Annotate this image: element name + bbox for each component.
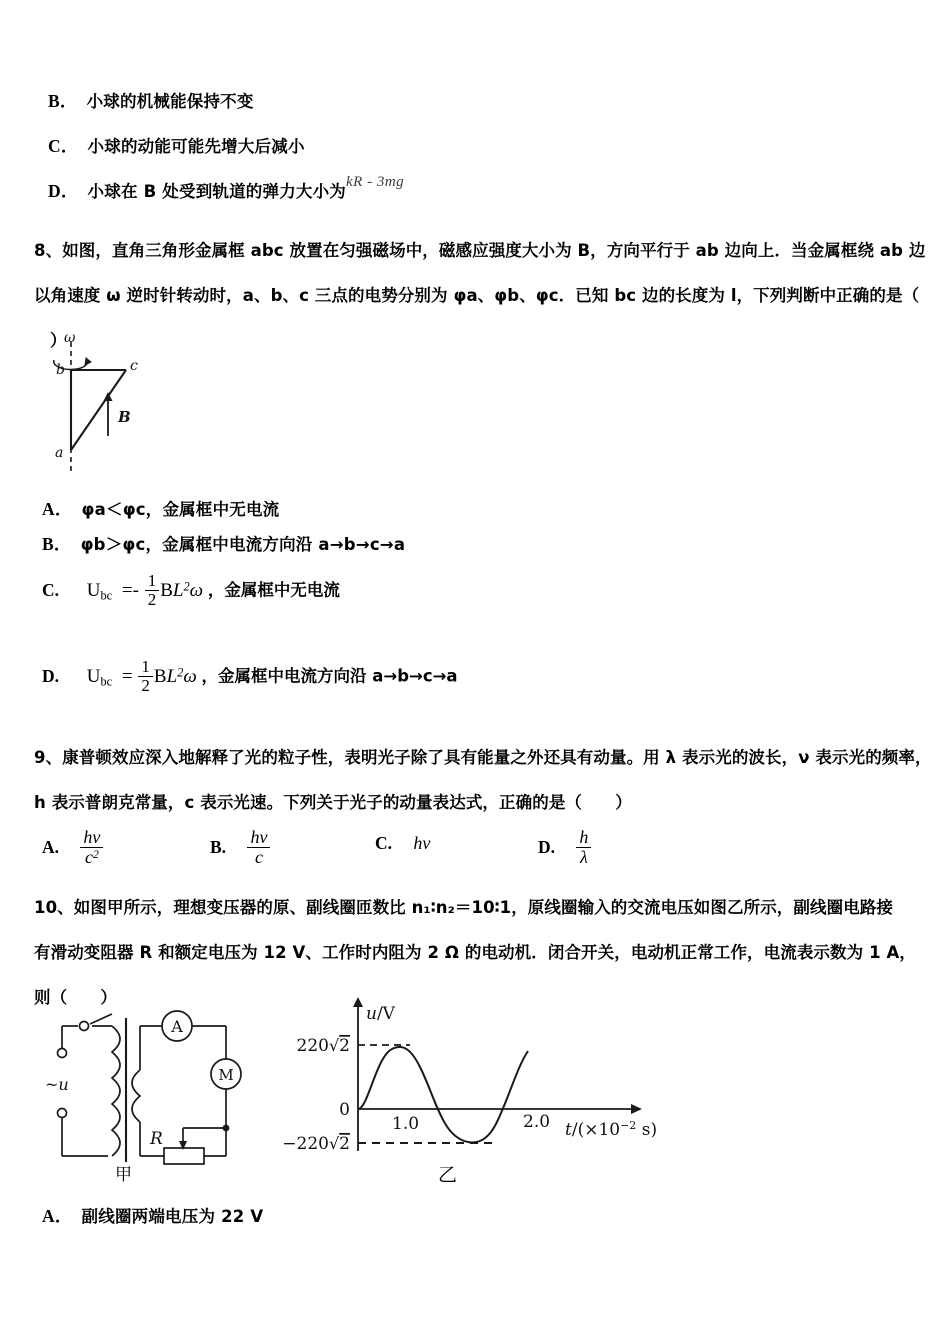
fraction-numerator: 1 bbox=[138, 658, 153, 677]
triangle-loop-svg bbox=[40, 328, 190, 478]
q8-option-c bbox=[42, 572, 340, 609]
question-9-line-2: h 表示普朗克常量，c 表示光速。下列关于光子的动量表达式，正确的是（ ） bbox=[34, 793, 632, 812]
option-label: C. bbox=[375, 833, 393, 853]
rheostat-body bbox=[164, 1148, 204, 1164]
option-d-q7 bbox=[48, 174, 405, 203]
option-label: A． bbox=[42, 499, 73, 519]
ammeter-label: A bbox=[171, 1017, 183, 1036]
vertex-a-label: a bbox=[55, 445, 64, 461]
fraction-denominator: c bbox=[254, 846, 263, 867]
question-9-line-1: 康普顿效应深入地解释了光的粒子性，表明光子除了具有能量之外还具有动量。用 λ 表示光的波长，ν 表示光的频率， bbox=[62, 748, 932, 767]
option-text: ，金属框中电流方向沿 a→b→c→a bbox=[201, 666, 458, 686]
formula-equals: = bbox=[121, 665, 133, 687]
question-10-line-2: 有滑动变阻器 R 和额定电压为 12 V、工作时内阻为 2 Ω 的电动机．闭合开关，电动机正常工作，电流表示数为 1 A， bbox=[34, 943, 916, 962]
ac-source-label: ~u bbox=[45, 1075, 69, 1094]
option-d-superscript-formula: kR - 3mg bbox=[346, 174, 405, 190]
q9-option-a bbox=[42, 828, 104, 867]
formula-lhs: U bbox=[86, 579, 101, 601]
x-axis-arrow bbox=[631, 1104, 642, 1114]
fraction-denominator: 2 bbox=[141, 675, 150, 695]
option-label: D. bbox=[42, 665, 60, 686]
question-8-line-1: 如图，直角三角形金属框 abc 放置在匀强磁场中，磁感应强度大小为 B，方向平行于 ab 边向上．当金属框绕 ab 边 bbox=[62, 241, 926, 260]
q8-option-d bbox=[42, 658, 458, 695]
question-10-line-1: 如图甲所示，理想变压器的原、副线圈匝数比 n₁∶n₂＝10∶1，原线圈输入的交流电压如图乙所示，副线圈电路接 bbox=[73, 898, 893, 917]
x-axis-label: $t/(\times 10^{-2}$ s) bbox=[565, 1119, 658, 1140]
transformer-circuit-svg bbox=[40, 1000, 290, 1200]
switch-pivot-terminal bbox=[80, 1022, 89, 1031]
sine-curve bbox=[358, 1047, 528, 1142]
question-number: 8、 bbox=[34, 241, 63, 260]
formula-equals: =- bbox=[121, 579, 139, 601]
q8-option-b bbox=[42, 531, 405, 556]
option-c-expression: hν bbox=[413, 833, 431, 853]
formula-omega: ω bbox=[189, 579, 204, 601]
q9-option-d bbox=[538, 828, 592, 867]
fraction-numerator: hν bbox=[247, 828, 270, 848]
option-a-fraction bbox=[80, 828, 103, 867]
option-d-formula bbox=[86, 657, 202, 695]
fraction-numerator: h bbox=[576, 828, 591, 848]
fraction-denominator bbox=[80, 848, 103, 867]
option-text: ，金属框中无电流 bbox=[207, 580, 340, 600]
field-label: B bbox=[118, 408, 131, 426]
denominator-base: c bbox=[84, 846, 93, 867]
formula-L-exponent: 2 bbox=[183, 578, 190, 593]
option-label: B. bbox=[210, 837, 227, 857]
option-label: A． bbox=[42, 1206, 73, 1226]
x-tick-1: 1.0 bbox=[392, 1114, 420, 1134]
option-text: φa＜φc，金属框中无电流 bbox=[81, 500, 280, 519]
q9-option-b bbox=[210, 828, 271, 867]
formula-omega: ω bbox=[183, 665, 197, 687]
question-number: 10、 bbox=[34, 898, 74, 917]
y-tick-negative-peak: −220√2 bbox=[282, 1134, 350, 1154]
formula-fraction bbox=[145, 572, 160, 609]
vertex-c-label: c bbox=[130, 358, 138, 374]
source-terminal-top bbox=[58, 1049, 67, 1058]
option-text: φb＞φc，金属框中电流方向沿 a→b→c→a bbox=[80, 535, 406, 554]
option-text: 副线圈两端电压为 22 V bbox=[81, 1207, 264, 1226]
circuit-figure-caption: 甲 bbox=[115, 1165, 132, 1185]
omega-label: ω bbox=[64, 330, 76, 346]
option-text: 小球的动能可能先增大后减小 bbox=[87, 137, 305, 156]
option-label: D． bbox=[48, 181, 79, 201]
q10-figure-circuit bbox=[40, 1000, 290, 1200]
q8-option-a bbox=[42, 496, 279, 521]
formula-lhs: U bbox=[86, 665, 101, 687]
y-axis-arrow bbox=[353, 997, 363, 1007]
motor-label: M bbox=[218, 1066, 234, 1084]
rheostat-label: R bbox=[150, 1129, 163, 1149]
option-label: A. bbox=[42, 837, 60, 857]
question-10-line-3: 则（ ） bbox=[34, 988, 117, 1007]
y-tick-zero: 0 bbox=[339, 1100, 350, 1120]
option-label: B． bbox=[42, 534, 72, 554]
q8-figure-triangle-loop bbox=[40, 328, 190, 478]
y-axis-label: u/V bbox=[366, 1004, 395, 1024]
fraction-denominator: λ bbox=[579, 846, 588, 867]
question-number: 9、 bbox=[34, 748, 63, 767]
q10-option-a bbox=[42, 1203, 263, 1228]
waveform-figure-caption: 乙 bbox=[438, 1164, 458, 1186]
fraction-numerator: 1 bbox=[145, 572, 160, 591]
secondary-coil bbox=[132, 1070, 140, 1122]
option-label: C． bbox=[48, 136, 79, 156]
voltage-waveform-svg bbox=[280, 995, 660, 1165]
option-text: 小球的机械能保持不变 bbox=[86, 92, 254, 111]
primary-coil bbox=[112, 1026, 120, 1156]
x-tick-2: 2.0 bbox=[523, 1112, 551, 1132]
question-8-line-2: 以角速度 ω 逆时针转动时，a、b、c 三点的电势分别为 φa、φb、φc．已知 bc 边的长度为 l，下列判断中正确的是（ bbox=[34, 286, 920, 305]
omega-arrowhead bbox=[85, 358, 91, 365]
formula-subscript: bc bbox=[100, 673, 113, 688]
option-label: B． bbox=[48, 91, 78, 111]
option-text: 小球在 B 处受到轨道的弹力大小为 bbox=[87, 182, 347, 201]
source-terminal-bottom bbox=[58, 1109, 67, 1118]
fraction-denominator: 2 bbox=[147, 589, 157, 609]
question-9-stem bbox=[34, 735, 932, 825]
formula-L: L bbox=[166, 665, 178, 687]
q9-option-c bbox=[375, 833, 430, 854]
junction-dot bbox=[223, 1125, 230, 1132]
formula-B: B bbox=[160, 579, 173, 601]
formula-L: L bbox=[172, 579, 184, 601]
option-b-q7 bbox=[48, 88, 254, 113]
option-b-fraction bbox=[247, 828, 270, 867]
formula-subscript: bc bbox=[100, 587, 113, 602]
formula-fraction bbox=[138, 658, 153, 695]
switch-lever bbox=[90, 1014, 112, 1024]
question-8-line-3: ） bbox=[50, 331, 67, 350]
formula-B: B bbox=[153, 665, 167, 687]
option-c-q7 bbox=[48, 133, 305, 158]
option-label: C. bbox=[42, 579, 60, 600]
option-d-fraction bbox=[576, 828, 591, 867]
q10-figure-waveform bbox=[280, 995, 660, 1165]
fraction-numerator: hν bbox=[80, 828, 103, 848]
y-tick-positive-peak: 220√2 bbox=[296, 1036, 350, 1056]
denominator-exponent: 2 bbox=[92, 847, 99, 861]
vertex-b-label: b bbox=[56, 362, 65, 378]
option-label: D. bbox=[538, 837, 556, 857]
option-c-formula bbox=[86, 571, 208, 609]
formula-L-exponent: 2 bbox=[177, 664, 184, 679]
